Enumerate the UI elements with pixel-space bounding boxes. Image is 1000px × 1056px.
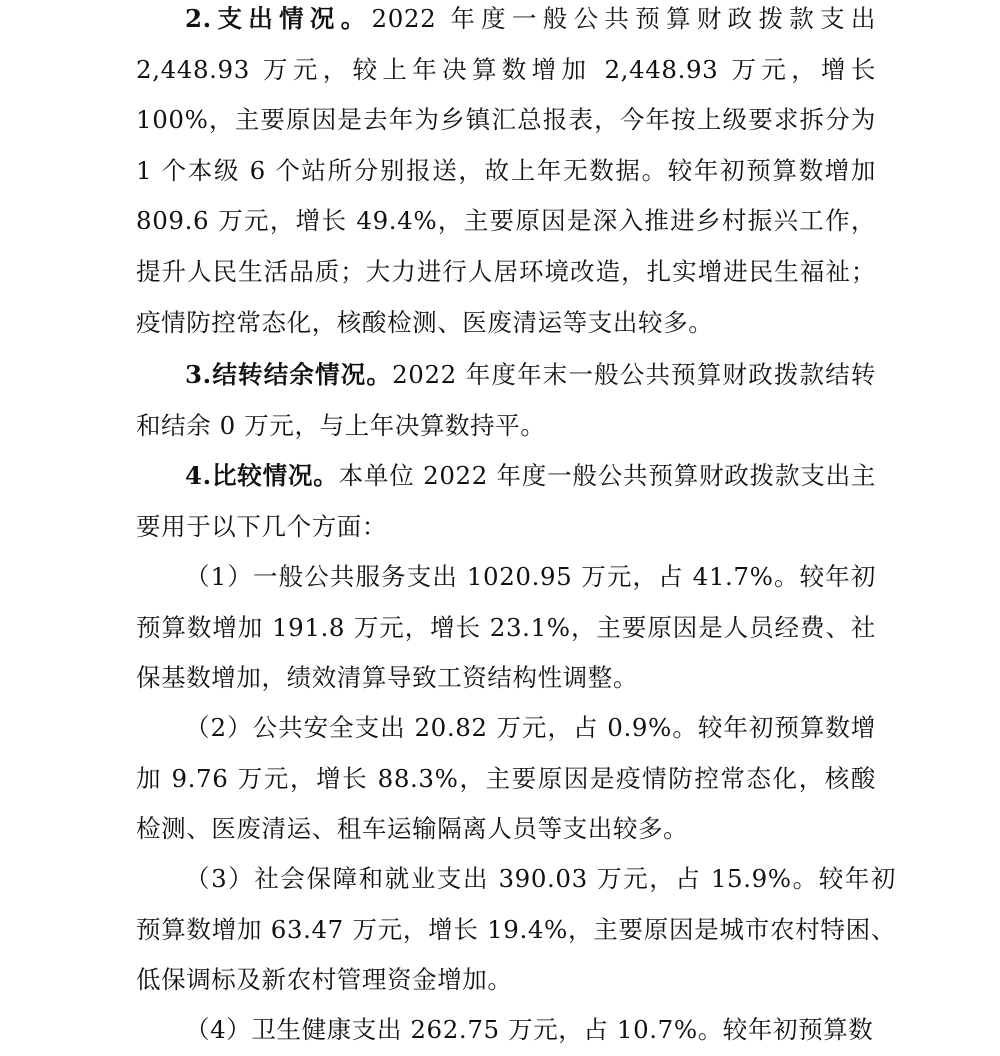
paragraph-carryover [136,350,876,451]
paragraph-item-1 [136,552,876,704]
heading-expenditure: 2.支出情况。 [185,4,372,33]
paragraph-expenditure [136,0,876,348]
paragraph-item-4 [136,1005,876,1056]
text-expenditure: 2022 年度一般公共预算财政拨款支出 2,448.93 万元，较上年决算数增加 2,448.93 万元，增长 100%，主要原因是去年为乡镇汇总报表，今年按上级要求拆分为 1 个本级 6 个站所分别报送，故上年无数据。较年初预算数增加 809.6 万元，增长 49.4%，主要原因是深入推进乡村振兴工作，提升人民生活品质；大力进行人居环境改造，扎实增进民生福祉；疫情防控常态化，核酸检测、医废清运等支出较多。 [136,4,876,337]
heading-comparison: 4.比较情况。 [185,461,339,490]
document-page [136,0,896,1044]
heading-carryover: 3.结转结余情况。 [185,360,393,389]
text-carryover: 2022 年度年末一般公共预算财政拨款结转和结余 0 万元，与上年决算数持平。 [136,360,876,440]
paragraph-comparison [136,451,876,552]
paragraph-item-2 [136,703,876,855]
paragraph-item-3 [136,854,896,1006]
text-item-1: （1）一般公共服务支出 1020.95 万元，占 41.7%。较年初预算数增加 191.8 万元，增长 23.1%，主要原因是人员经费、社保基数增加，绩效清算导致工资结构性调整。 [136,562,876,693]
text-comparison: 本单位 2022 年度一般公共预算财政拨款支出主要用于以下几个方面： [136,461,876,541]
text-item-2: （2）公共安全支出 20.82 万元，占 0.9%。较年初预算数增加 9.76 万元，增长 88.3%，主要原因是疫情防控常态化，核酸检测、医废清运、租车运输隔离人员等支出较多。 [136,713,876,844]
text-item-3: （3）社会保障和就业支出 390.03 万元，占 15.9%。较年初预算数增加 63.47 万元，增长 19.4%，主要原因是城市农村特困、低保调标及新农村管理资金增加。 [136,864,896,995]
text-item-4: （4）卫生健康支出 262.75 万元，占 10.7%。较年初预算数 [185,1015,874,1044]
